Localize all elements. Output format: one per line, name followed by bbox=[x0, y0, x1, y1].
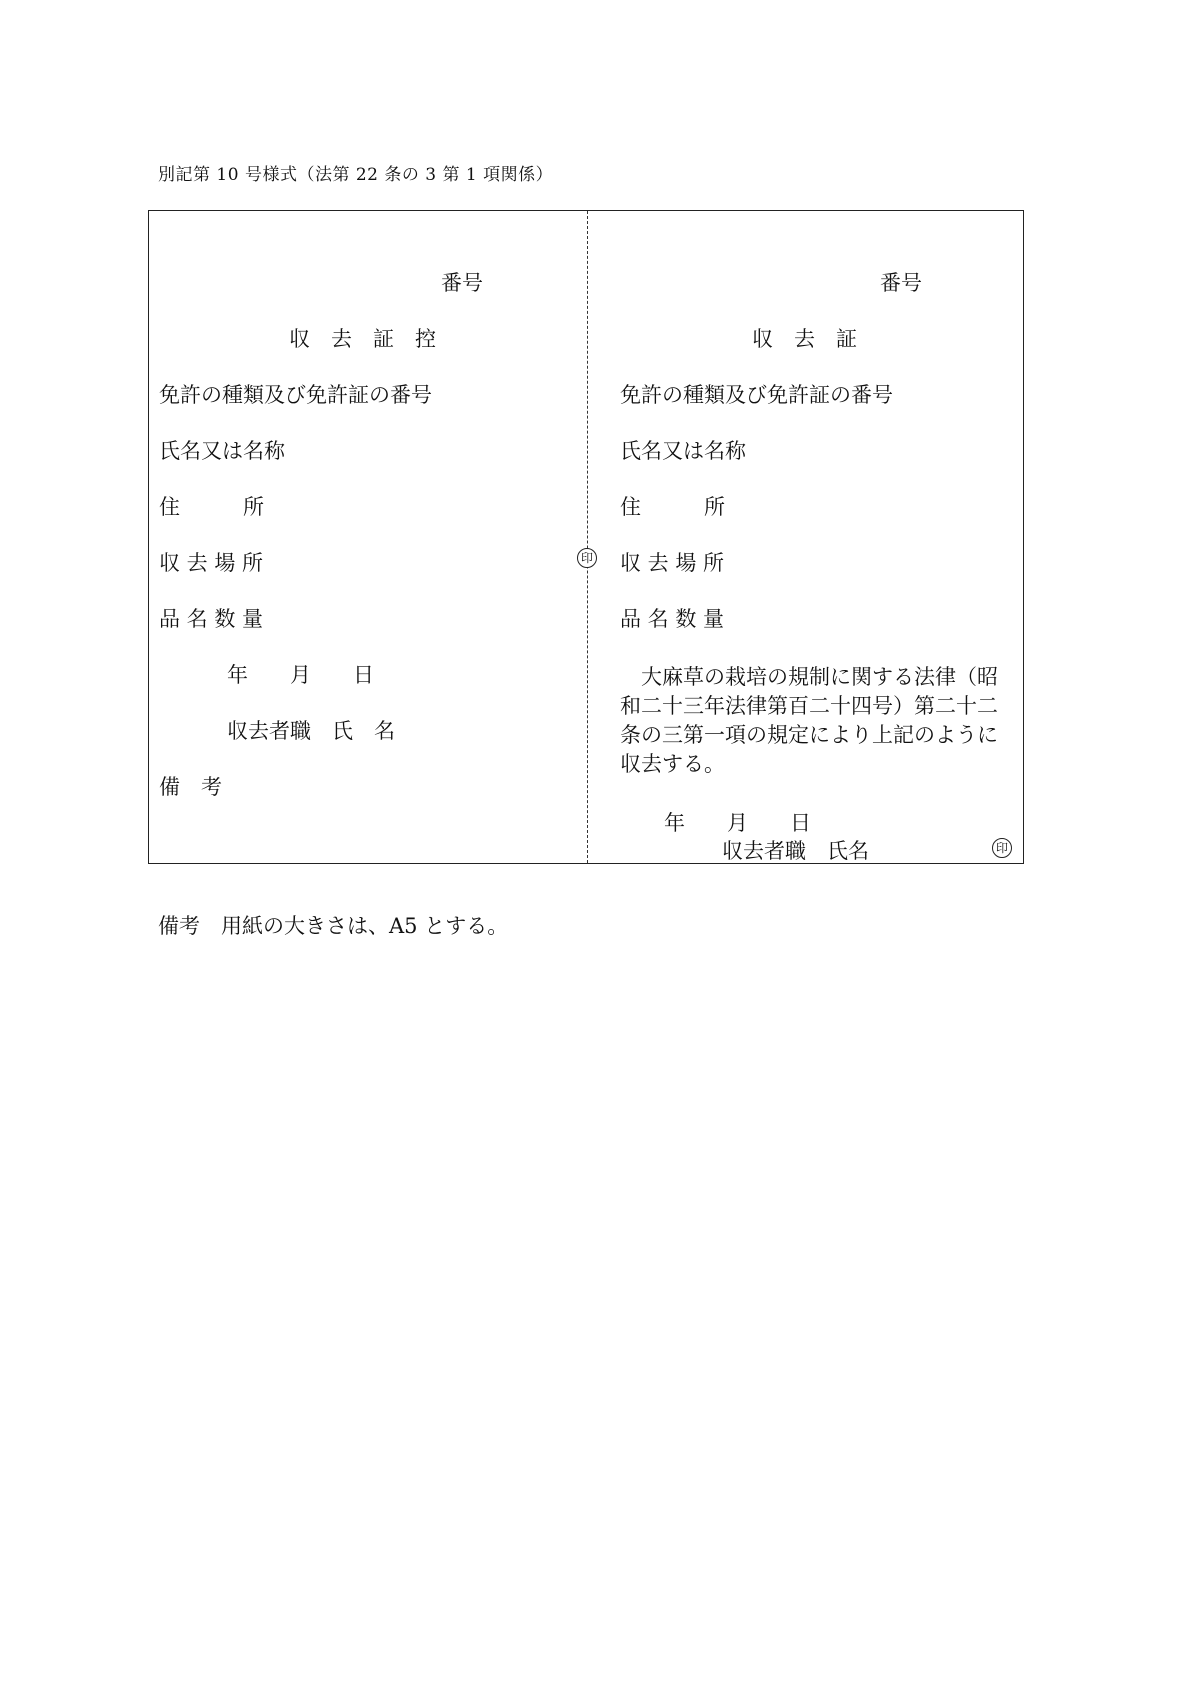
receipt-item-label: 品 名 数 量 bbox=[620, 607, 725, 631]
tally-seal-icon: 印 bbox=[577, 548, 597, 568]
receipt-panel bbox=[588, 211, 1025, 863]
receipt-statement: 大麻草の栽培の規制に関する法律（昭和二十三年法律第百二十四号）第二十二条の三第一項の規定により上記のように収去する。 bbox=[620, 665, 998, 776]
form-title: 別記第 10 号様式（法第 22 条の 3 第 1 項関係） bbox=[158, 165, 554, 185]
stub-license-label: 免許の種類及び免許証の番号 bbox=[159, 383, 432, 407]
receipt-location-label: 収 去 場 所 bbox=[620, 551, 725, 575]
receipt-form-box bbox=[148, 210, 1024, 864]
stub-number-label: 番号 bbox=[441, 271, 483, 295]
footer-note: 備考 用紙の大きさは、A5 とする。 bbox=[158, 914, 509, 938]
receipt-name-label: 氏名又は名称 bbox=[620, 439, 746, 463]
stub-item-label: 品 名 数 量 bbox=[159, 607, 264, 631]
stub-name-label: 氏名又は名称 bbox=[159, 439, 285, 463]
stub-remarks-label: 備 考 bbox=[159, 775, 222, 799]
stub-location-label: 収 去 場 所 bbox=[159, 551, 264, 575]
receipt-license-label: 免許の種類及び免許証の番号 bbox=[620, 383, 893, 407]
stub-collector-label: 収去者職 氏 名 bbox=[227, 719, 395, 743]
stub-date-label: 年 月 日 bbox=[227, 663, 374, 687]
receipt-heading: 収 去 証 bbox=[752, 327, 857, 351]
stub-address-label: 住 所 bbox=[159, 495, 264, 519]
receipt-seal-icon: 印 bbox=[992, 838, 1012, 858]
receipt-date-label: 年 月 日 bbox=[664, 811, 811, 835]
receipt-number-label: 番号 bbox=[880, 271, 922, 295]
stub-heading: 収 去 証 控 bbox=[289, 327, 436, 351]
stub-panel bbox=[149, 211, 587, 863]
receipt-address-label: 住 所 bbox=[620, 495, 725, 519]
receipt-collector-label: 収去者職 氏名 bbox=[722, 839, 869, 863]
